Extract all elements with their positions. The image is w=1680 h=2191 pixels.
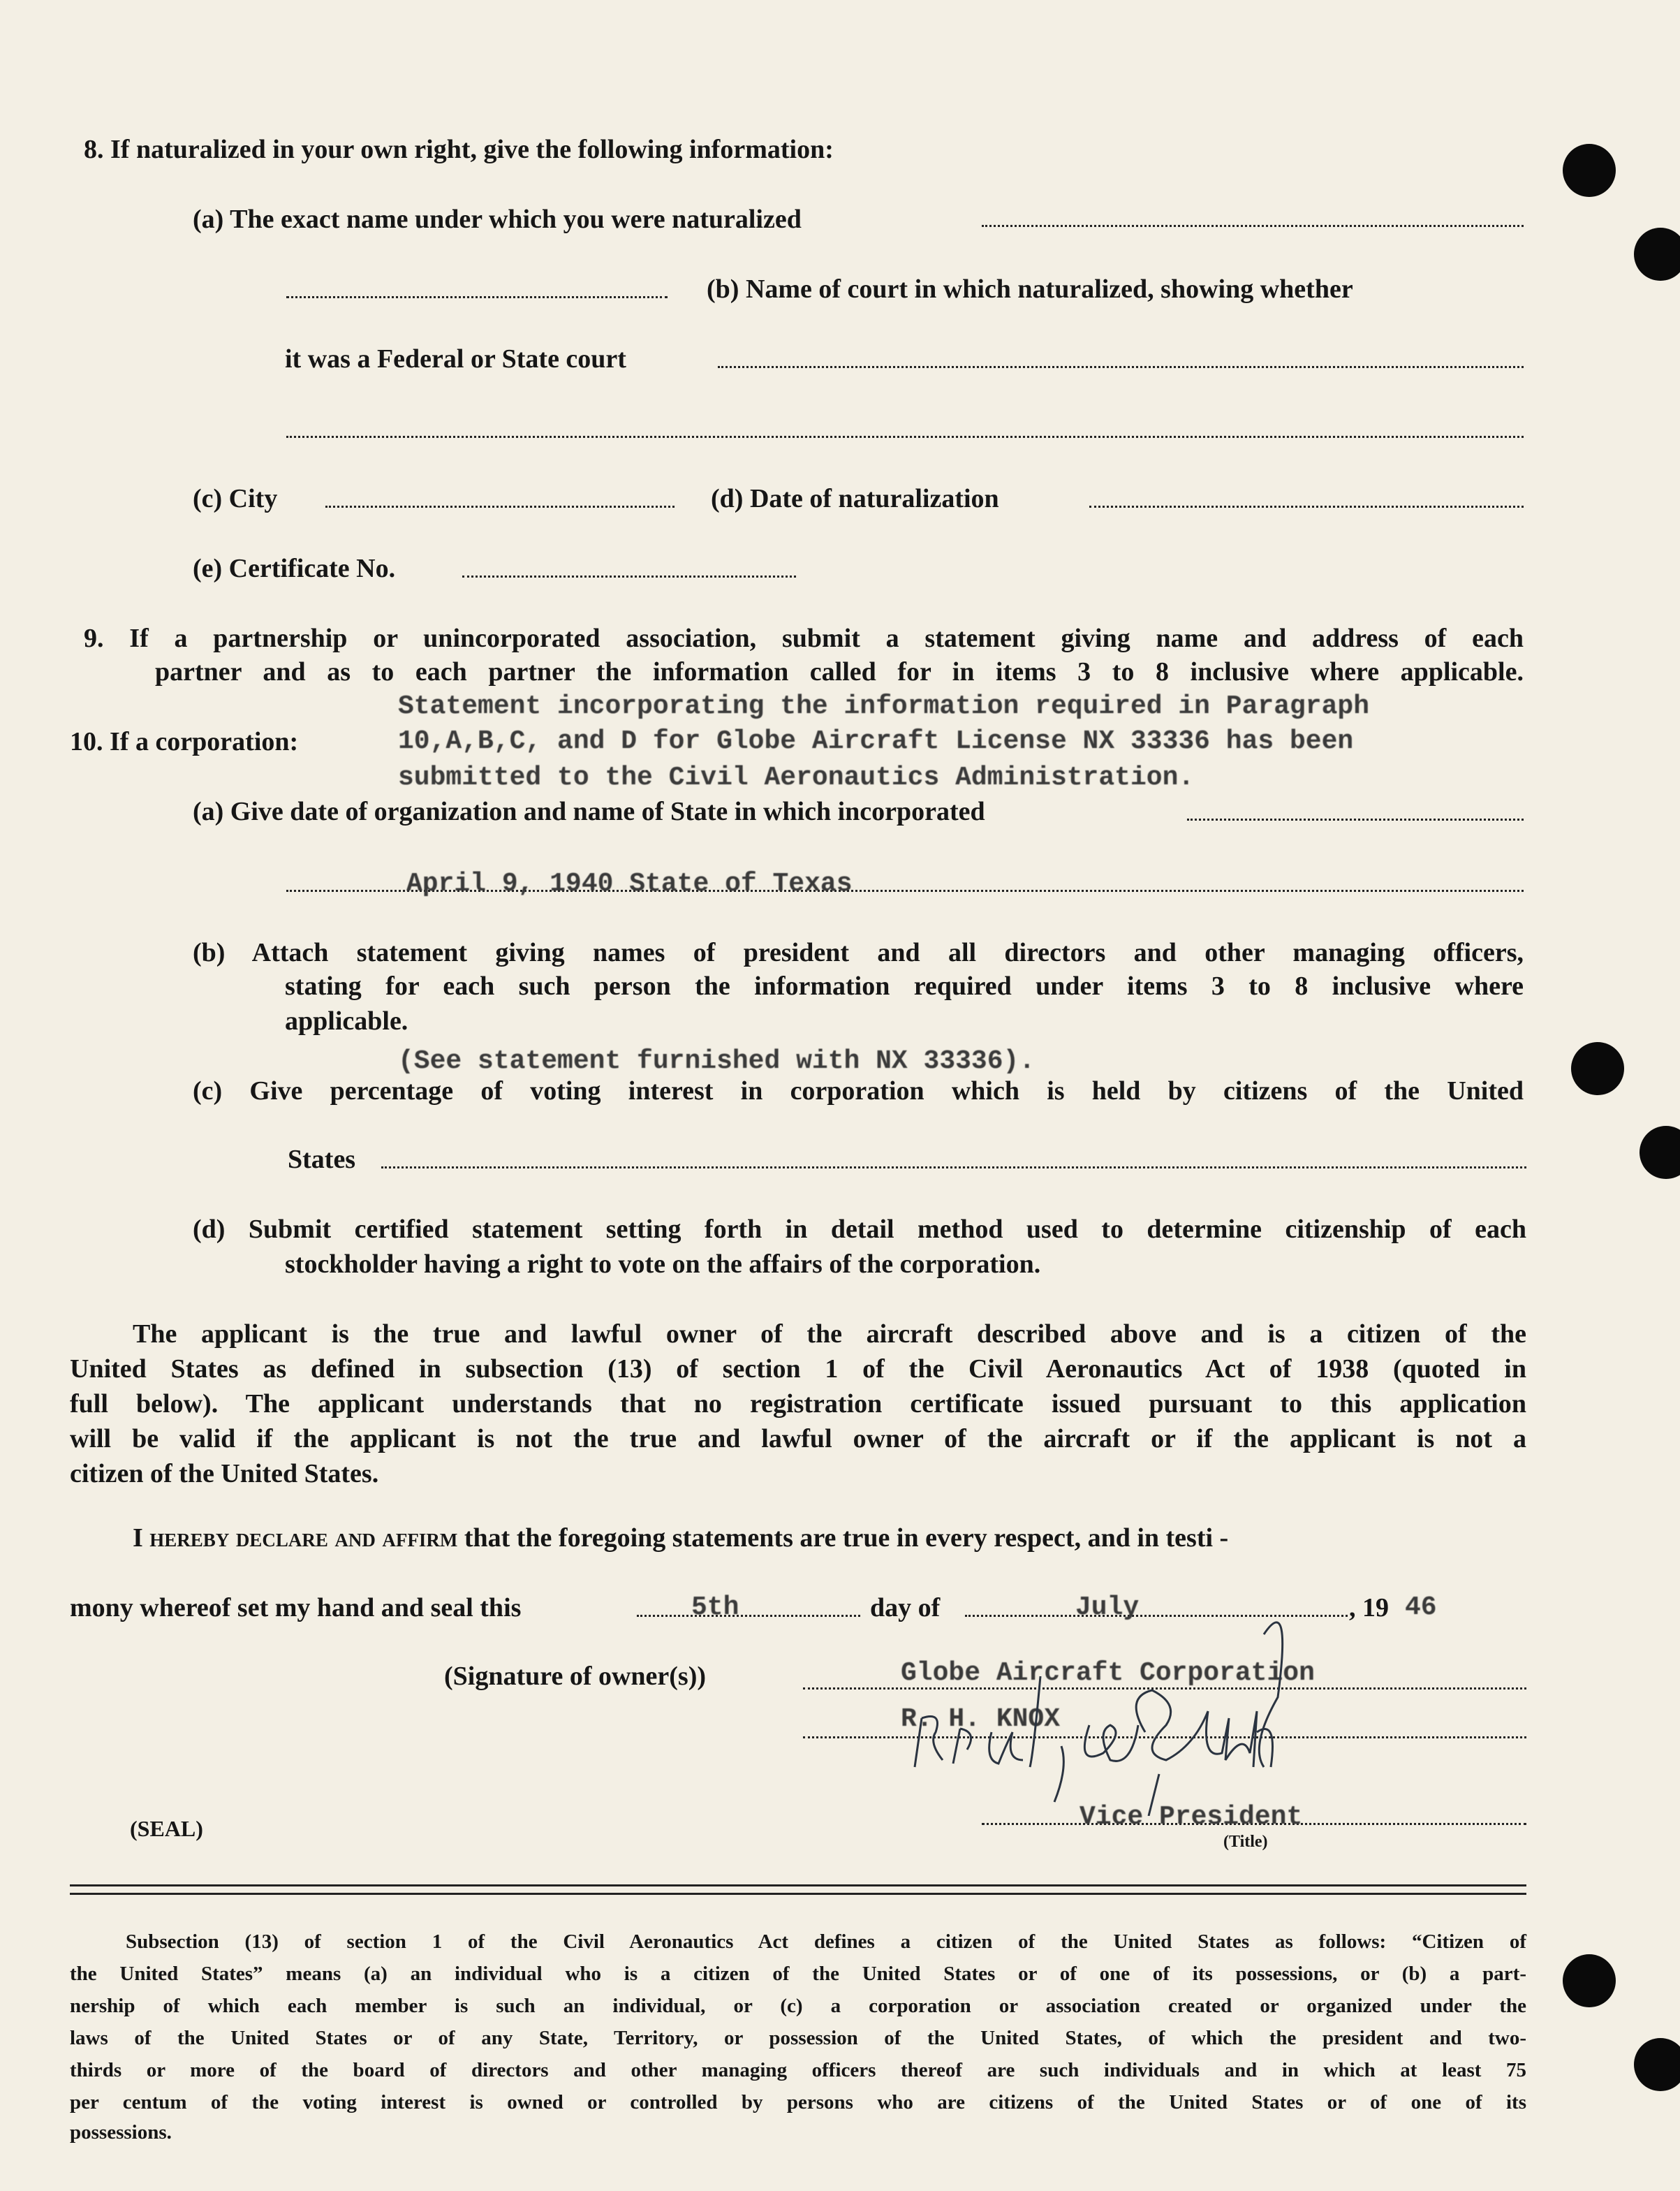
item8b-cont: it was a Federal or State court [285, 344, 626, 374]
punch-hole [1563, 144, 1616, 197]
item9-line2: partner and as to each partner the information called for in items 3 to 8 inclusive where applicable. [155, 657, 1524, 687]
footnote-line: nership of which each member is such an individual, or (c) a corporation or association created or organized under the [70, 1995, 1526, 2017]
footnote-line: the United States” means (a) an individual who is a citizen of the United States or of one of its possessions, or (b) a part- [70, 1963, 1526, 1985]
year-prefix: , 19 [1349, 1593, 1389, 1622]
declaration-line: United States as defined in subsection (13) of section 1 of the Civil Aeronautics Act of 1938 (quoted in [70, 1354, 1526, 1384]
affirm-lead: I hereby declare and affirm [133, 1523, 458, 1553]
item8c-label: (c) City [193, 484, 278, 513]
seal-label: (SEAL) [130, 1816, 203, 1841]
typed-statement-line: submitted to the Civil Aeronautics Administration. [398, 763, 1195, 793]
declaration-line: citizen of the United States. [70, 1459, 379, 1488]
title-value: Vice President [1080, 1802, 1303, 1832]
item9-line1: 9. If a partnership or unincorporated association, submit a statement giving name and address of each [84, 624, 1524, 653]
item10c-line1: (c) Give percentage of voting interest in corporation which is held by citizens of the United [193, 1076, 1524, 1106]
item10a-value: April 9, 1940 State of Texas [406, 869, 853, 899]
name-typed: R. H. KNOX [901, 1704, 1061, 1734]
punch-hole [1640, 1126, 1680, 1179]
item8d-label: (d) Date of naturalization [711, 484, 999, 513]
item10a-field[interactable] [1187, 819, 1524, 821]
day-field[interactable] [637, 1615, 860, 1617]
declaration-line: full below). The applicant understands that no registration certificate issued pursuant to this application [70, 1389, 1526, 1419]
day-value: 5th [691, 1592, 739, 1622]
item8b-field[interactable] [718, 366, 1524, 368]
divider [70, 1884, 1526, 1886]
punch-hole [1563, 1954, 1616, 2007]
item8a-field-cont[interactable] [286, 296, 668, 298]
item8c-field[interactable] [325, 506, 675, 508]
item8a-field[interactable] [982, 225, 1524, 227]
item10-heading: 10. If a corporation: [70, 727, 299, 756]
affirm-line2: mony whereof set my hand and seal this [70, 1593, 522, 1622]
day-of-label: day of [870, 1593, 941, 1622]
item10a-label: (a) Give date of organization and name of State in which incorporated [193, 797, 985, 826]
item10c-line2: States [288, 1145, 356, 1174]
item10b-value: (See statement furnished with NX 33336). [398, 1046, 1036, 1076]
footnote-line: Subsection (13) of section 1 of the Civil Aeronautics Act defines a citizen of the United States as follows: “Citizen of [126, 1930, 1526, 1953]
item8b-field-cont[interactable] [286, 436, 1524, 438]
item8e-label: (e) Certificate No. [193, 554, 396, 583]
declaration-line: The applicant is the true and lawful owner of the aircraft described above and is a citizen of the [133, 1319, 1526, 1349]
punch-hole [1571, 1042, 1624, 1095]
footnote-line: per centum of the voting interest is owned or controlled by persons who are citizens of the United States or of one of its [70, 2091, 1526, 2113]
item10d-line1: (d) Submit certified statement setting forth in detail method used to determine citizenship of each [193, 1215, 1526, 1244]
title-label: (Title) [1223, 1833, 1268, 1851]
item8e-field[interactable] [462, 576, 796, 578]
declaration-line: will be valid if the applicant is not the true and lawful owner of the aircraft or if the applicant is not a [70, 1424, 1526, 1453]
affirm-line1 [133, 1520, 1228, 1555]
item10b-line1: (b) Attach statement giving names of president and all directors and other managing officers, [193, 938, 1524, 967]
item10b-line2: stating for each such person the information required under items 3 to 8 inclusive where [285, 972, 1524, 1001]
typed-statement-line: Statement incorporating the information required in Paragraph [398, 691, 1370, 721]
footnote-line: thirds or more of the board of directors and other managing officers thereof are such individuals and in which at least 75 [70, 2059, 1526, 2081]
item8-heading: 8. If naturalized in your own right, give the following information: [84, 135, 834, 164]
footnote-line: laws of the United States or of any State, Territory, or possession of the United States, of which the president and two- [70, 2027, 1526, 2049]
item8b-label: (b) Name of court in which naturalized, showing whether [707, 274, 1353, 304]
item8d-field[interactable] [1089, 506, 1524, 508]
signature-label: (Signature of owner(s)) [444, 1662, 707, 1691]
owner-typed: Globe Aircraft Corporation [901, 1658, 1315, 1688]
typed-statement-line: 10,A,B,C, and D for Globe Aircraft License NX 33336 has been [398, 726, 1354, 756]
month-value: July [1075, 1592, 1140, 1622]
item10c-field[interactable] [381, 1166, 1526, 1168]
year-value: 46 [1405, 1592, 1437, 1622]
handwritten-signature [901, 1592, 1529, 1816]
item10d-line2: stockholder having a right to vote on the affairs of the corporation. [285, 1250, 1041, 1279]
item8a-label: (a) The exact name under which you were naturalized [193, 205, 802, 234]
footnote-line: possessions. [70, 2121, 172, 2144]
divider [70, 1893, 1526, 1895]
item10b-line3: applicable. [285, 1006, 408, 1036]
punch-hole [1634, 228, 1680, 281]
punch-hole [1634, 2038, 1680, 2091]
affirm-rest: that the foregoing statements are true in every respect, and in testi - [457, 1523, 1229, 1553]
